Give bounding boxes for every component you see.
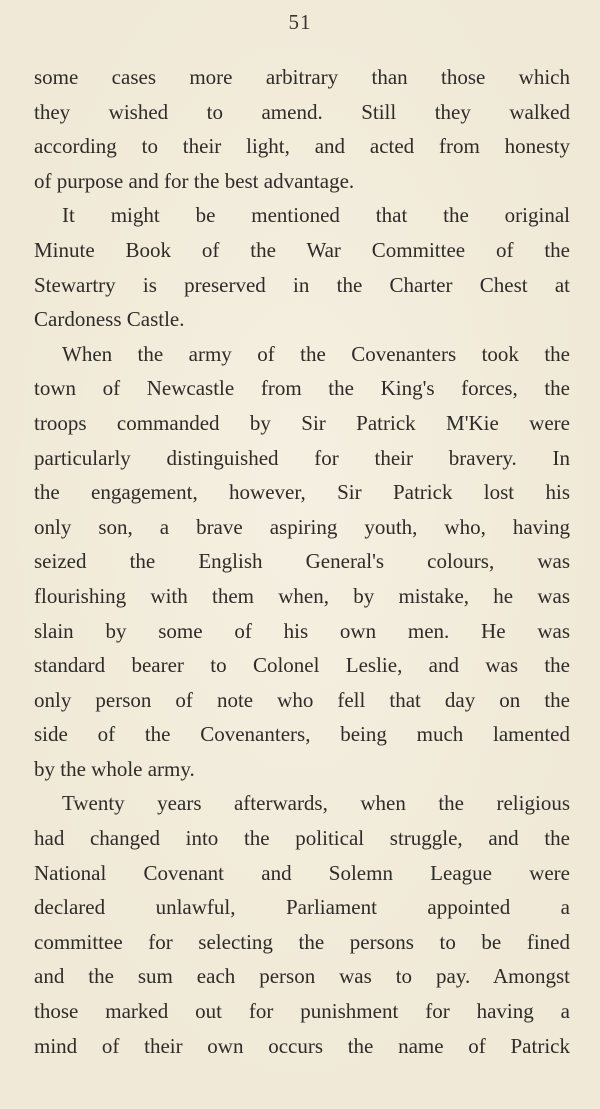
text-line: and the sum each person was to pay. Amongst bbox=[34, 964, 570, 989]
text-line: mind of their own occurs the name of Patrick bbox=[34, 1033, 570, 1058]
text-line: particularly distinguished for their bravery. In bbox=[34, 445, 570, 470]
text-line: troops commanded by Sir Patrick M'Kie were bbox=[34, 410, 570, 435]
text-line: committee for selecting the persons to be fined bbox=[34, 929, 570, 954]
text-line: according to their light, and acted from honesty bbox=[34, 134, 570, 159]
text-line: Minute Book of the War Committee of the bbox=[34, 237, 570, 262]
text-line: Twenty years afterwards, when the religious bbox=[62, 791, 570, 816]
text-line: Stewartry is preserved in the Charter Chest at bbox=[34, 272, 570, 297]
text-line: they wished to amend. Still they walked bbox=[34, 99, 570, 124]
text-line: standard bearer to Colonel Leslie, and was the bbox=[34, 653, 570, 678]
text-line: side of the Covenanters, being much lamented bbox=[34, 722, 570, 747]
page-number: 51 bbox=[288, 10, 312, 34]
text-line: the engagement, however, Sir Patrick lost his bbox=[34, 480, 570, 505]
text-line: It might be mentioned that the original bbox=[62, 203, 570, 228]
text-line: National Covenant and Solemn League were bbox=[34, 860, 570, 885]
page-body-text bbox=[34, 60, 570, 1063]
text-line: those marked out for punishment for having a bbox=[34, 999, 570, 1024]
text-line: When the army of the Covenanters took the bbox=[62, 341, 570, 366]
text-line: of purpose and for the best advantage. bbox=[34, 168, 355, 193]
text-line: only person of note who fell that day on the bbox=[34, 687, 570, 712]
text-line: town of Newcastle from the King's forces, the bbox=[34, 376, 570, 401]
text-line: declared unlawful, Parliament appointed a bbox=[34, 895, 570, 920]
text-line: flourishing with them when, by mistake, he was bbox=[34, 583, 570, 608]
text-line: had changed into the political struggle, and the bbox=[34, 826, 570, 851]
text-line: seized the English General's colours, was bbox=[34, 549, 570, 574]
text-line: by the whole army. bbox=[34, 756, 195, 781]
text-line: slain by some of his own men. He was bbox=[34, 618, 570, 643]
text-line: only son, a brave aspiring youth, who, having bbox=[34, 514, 570, 539]
text-line: some cases more arbitrary than those which bbox=[34, 65, 570, 89]
text-line: Cardoness Castle. bbox=[34, 307, 185, 332]
